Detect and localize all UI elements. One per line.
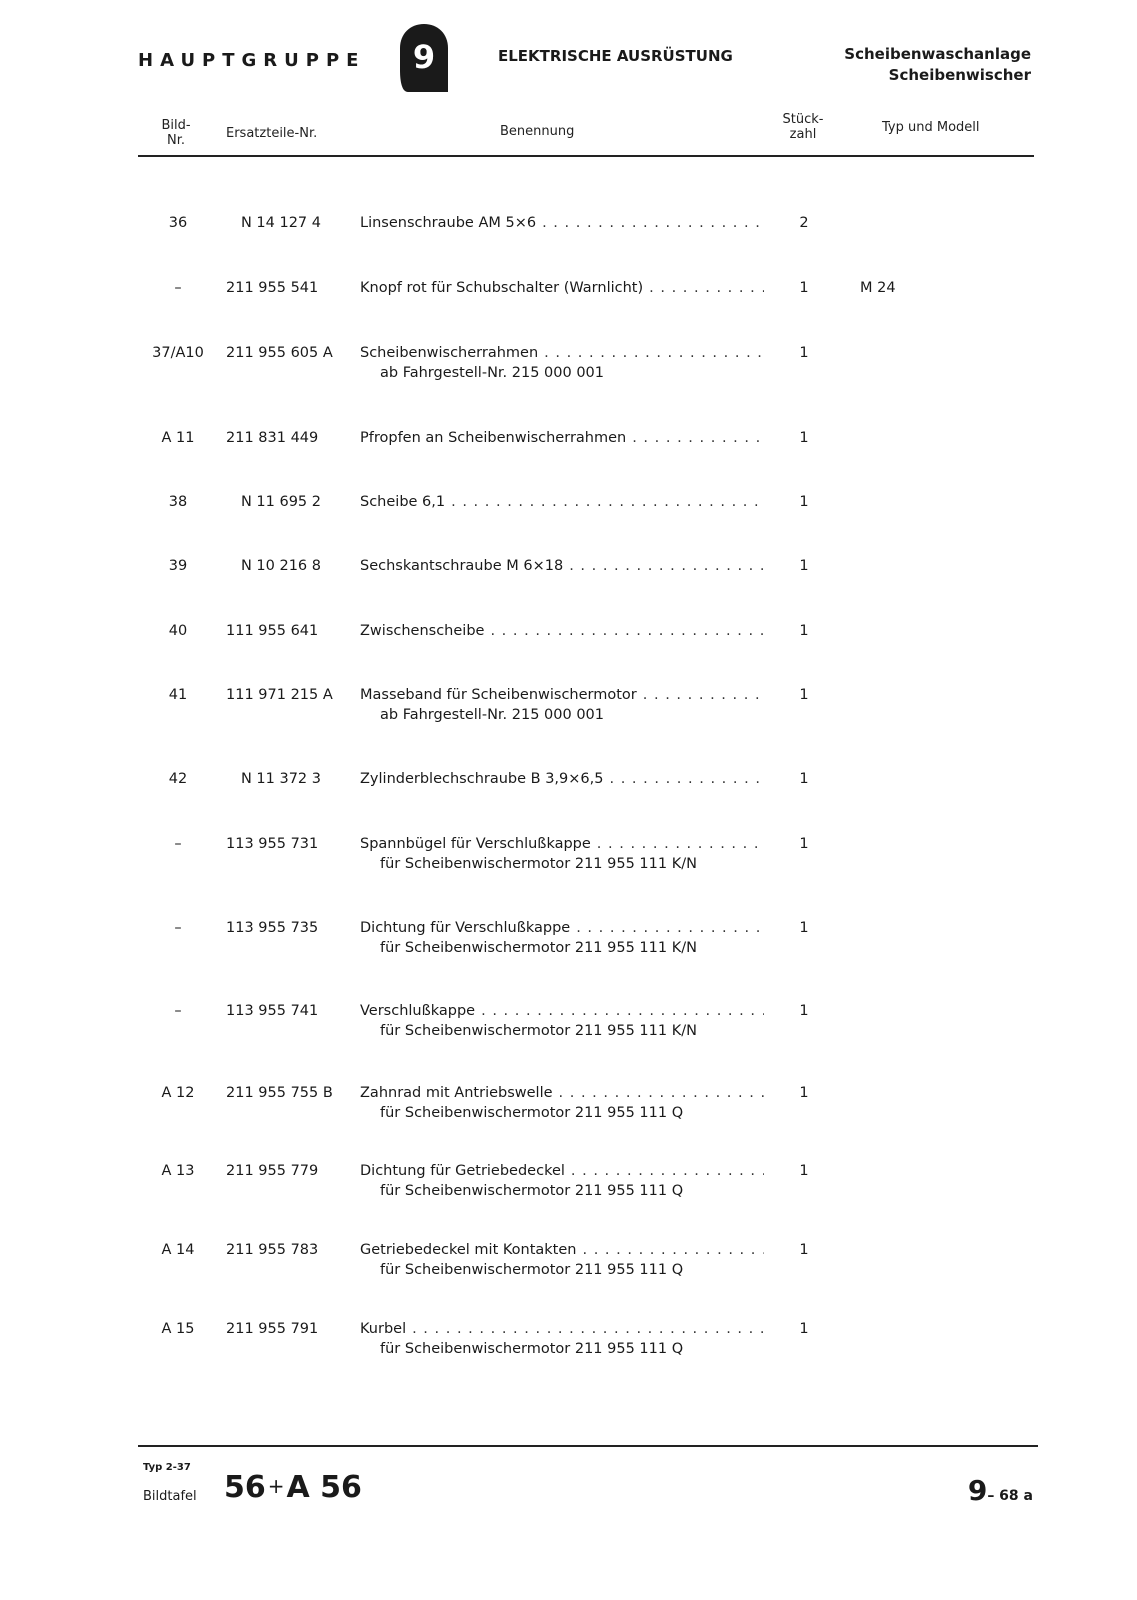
footer-divider (138, 1445, 1038, 1447)
bild-nr-cell: 40 (168, 623, 188, 639)
bild-nr-cell: 41 (168, 687, 188, 703)
benennung-cell (360, 771, 764, 787)
bild-nr-cell: – (174, 1003, 182, 1019)
bild-nr-cell: 37/A10 (152, 345, 204, 361)
bild-nr-cell: A 11 (161, 430, 195, 446)
leader-dots (643, 687, 764, 703)
ersatzteile-nr-cell: 211 955 791 (226, 1321, 319, 1337)
bild-nr-cell: 36 (168, 215, 188, 231)
ersatzteile-nr-cell: 211 955 779 (226, 1163, 319, 1179)
benennung-cell (360, 1163, 764, 1179)
ersatzteile-nr-cell: 113 955 741 (226, 1003, 319, 1019)
ersatzteile-nr-cell: N 11 372 3 (240, 771, 321, 787)
benennung-detail: für Scheibenwischermotor 211 955 111 Q (380, 1341, 684, 1357)
group-number: 9 (412, 38, 436, 76)
stueckzahl-cell: 1 (799, 920, 809, 936)
stueckzahl-cell: 1 (799, 345, 809, 361)
benennung-detail: ab Fahrgestell-Nr. 215 000 001 (380, 365, 605, 381)
benennung-text: Kurbel (360, 1321, 407, 1337)
leader-dots (544, 345, 764, 361)
stueckzahl-cell: 1 (799, 687, 809, 703)
leader-dots (542, 215, 764, 231)
column-header-stueck-line-1: Stück- (782, 112, 824, 127)
bild-nr-cell: A 13 (161, 1163, 195, 1179)
benennung-detail: für Scheibenwischermotor 211 955 111 K/N (380, 856, 697, 872)
ersatzteile-nr-cell: 113 955 731 (226, 836, 319, 852)
column-header-ersatzteile-nr: Ersatzteile-Nr. (226, 126, 318, 141)
stueckzahl-cell: 1 (799, 1003, 809, 1019)
bildtafel-number-a: 56 (224, 1470, 266, 1505)
benennung-cell (360, 345, 764, 361)
leader-dots (649, 280, 764, 296)
stueckzahl-cell: 1 (799, 1321, 809, 1337)
benennung-cell (360, 836, 764, 852)
benennung-cell (360, 623, 764, 639)
bild-nr-cell: – (174, 280, 182, 296)
bildtafel-label: Bildtafel (143, 1489, 197, 1504)
leader-dots (559, 1085, 764, 1101)
stueckzahl-cell: 1 (799, 836, 809, 852)
benennung-text: Spannbügel für Verschlußkappe (360, 836, 591, 852)
ersatzteile-nr-cell: 211 955 541 (226, 280, 319, 296)
leader-dots (576, 920, 764, 936)
bild-nr-cell: A 12 (161, 1085, 195, 1101)
benennung-cell (360, 215, 764, 231)
benennung-text: Scheibe 6,1 (360, 494, 446, 510)
bildtafel-plus: + (267, 1474, 285, 1498)
stueckzahl-cell: 1 (799, 280, 809, 296)
benennung-text: Linsenschraube AM 5×6 (360, 215, 537, 231)
benennung-detail: für Scheibenwischermotor 211 955 111 Q (380, 1105, 684, 1121)
bild-nr-cell: 42 (168, 771, 188, 787)
leader-dots (569, 558, 764, 574)
bild-nr-cell: A 14 (161, 1242, 195, 1258)
leader-dots (451, 494, 764, 510)
ersatzteile-nr-cell: 113 955 735 (226, 920, 319, 936)
benennung-cell (360, 920, 764, 936)
leader-dots (412, 1321, 764, 1337)
page-number (968, 1474, 1033, 1507)
leader-dots (571, 1163, 764, 1179)
stueckzahl-cell: 1 (799, 430, 809, 446)
benennung-text: Scheibenwischerrahmen (360, 345, 539, 361)
benennung-detail: für Scheibenwischermotor 211 955 111 K/N (380, 1023, 697, 1039)
benennung-cell (360, 280, 764, 296)
column-header-typ-und-modell: Typ und Modell (882, 120, 980, 135)
benennung-detail: ab Fahrgestell-Nr. 215 000 001 (380, 707, 605, 723)
benennung-text: Zylinderblechschraube B 3,9×6,5 (360, 771, 604, 787)
bild-nr-cell: 38 (168, 494, 188, 510)
benennung-text: Zwischenscheibe (360, 623, 485, 639)
leader-dots (632, 430, 764, 446)
ersatzteile-nr-cell: 111 971 215 A (226, 687, 333, 703)
bildtafel-number-b: A 56 (286, 1470, 362, 1505)
leader-dots (597, 836, 764, 852)
stueckzahl-cell: 2 (799, 215, 809, 231)
benennung-text: Dichtung für Verschlußkappe (360, 920, 571, 936)
column-header-stueck-line-2: zahl (789, 127, 817, 142)
ersatzteile-nr-cell: N 11 695 2 (240, 494, 321, 510)
leader-dots (481, 1003, 764, 1019)
ersatzteile-nr-cell: N 14 127 4 (240, 215, 321, 231)
benennung-detail: für Scheibenwischermotor 211 955 111 Q (380, 1262, 684, 1278)
benennung-text: Dichtung für Getriebedeckel (360, 1163, 565, 1179)
benennung-text: Masseband für Scheibenwischermotor (360, 687, 637, 703)
benennung-text: Sechskantschraube M 6×18 (360, 558, 564, 574)
section-title: ELEKTRISCHE AUSRÜSTUNG (498, 47, 733, 65)
typ-code: Typ 2-37 (143, 1462, 191, 1473)
stueckzahl-cell: 1 (799, 558, 809, 574)
benennung-detail: für Scheibenwischermotor 211 955 111 Q (380, 1183, 684, 1199)
column-header-bild-line-1: Bild- (161, 118, 191, 133)
benennung-cell (360, 687, 764, 703)
ersatzteile-nr-cell: N 10 216 8 (240, 558, 321, 574)
ersatzteile-nr-cell: 211 831 449 (226, 430, 319, 446)
ersatzteile-nr-cell: 211 955 605 A (226, 345, 333, 361)
benennung-cell (360, 558, 764, 574)
benennung-text: Pfropfen an Scheibenwischerrahmen (360, 430, 627, 446)
bild-nr-cell: – (174, 920, 182, 936)
ersatzteile-nr-cell: 211 955 783 (226, 1242, 319, 1258)
leader-dots (490, 623, 764, 639)
bildtafel-number (224, 1470, 362, 1505)
stueckzahl-cell: 1 (799, 1163, 809, 1179)
benennung-text: Verschlußkappe (360, 1003, 476, 1019)
column-header-bild-line-2: Nr. (166, 133, 185, 148)
benennung-cell (360, 1085, 764, 1101)
stueckzahl-cell: 1 (799, 1085, 809, 1101)
bild-nr-cell: A 15 (161, 1321, 195, 1337)
benennung-cell (360, 1242, 764, 1258)
benennung-text: Knopf rot für Schubschalter (Warnlicht) (360, 280, 644, 296)
benennung-cell (360, 1321, 764, 1337)
stueckzahl-cell: 1 (799, 623, 809, 639)
subtitle-line-1: Scheibenwaschanlage (844, 45, 1031, 63)
bild-nr-cell: – (174, 836, 182, 852)
benennung-cell (360, 430, 764, 446)
subtitle-line-2: Scheibenwischer (888, 66, 1031, 84)
leader-dots (582, 1242, 764, 1258)
leader-dots (609, 771, 764, 787)
benennung-text: Getriebedeckel mit Kontakten (360, 1242, 577, 1258)
benennung-cell (360, 494, 764, 510)
stueckzahl-cell: 1 (799, 494, 809, 510)
benennung-cell (360, 1003, 764, 1019)
bild-nr-cell: 39 (168, 558, 188, 574)
typ-modell-cell: M 24 (860, 280, 896, 296)
ersatzteile-nr-cell: 211 955 755 B (226, 1085, 333, 1101)
stueckzahl-cell: 1 (799, 1242, 809, 1258)
benennung-detail: für Scheibenwischermotor 211 955 111 K/N (380, 940, 697, 956)
page-number-main: 9 (967, 1474, 988, 1507)
ersatzteile-nr-cell: 111 955 641 (226, 623, 319, 639)
stueckzahl-cell: 1 (799, 771, 809, 787)
hauptgruppe-label: HAUPTGRUPPE (138, 50, 366, 71)
benennung-text: Zahnrad mit Antriebswelle (360, 1085, 553, 1101)
column-header-benennung: Benennung (500, 124, 575, 139)
page-number-suffix: – 68 a (987, 1488, 1033, 1504)
